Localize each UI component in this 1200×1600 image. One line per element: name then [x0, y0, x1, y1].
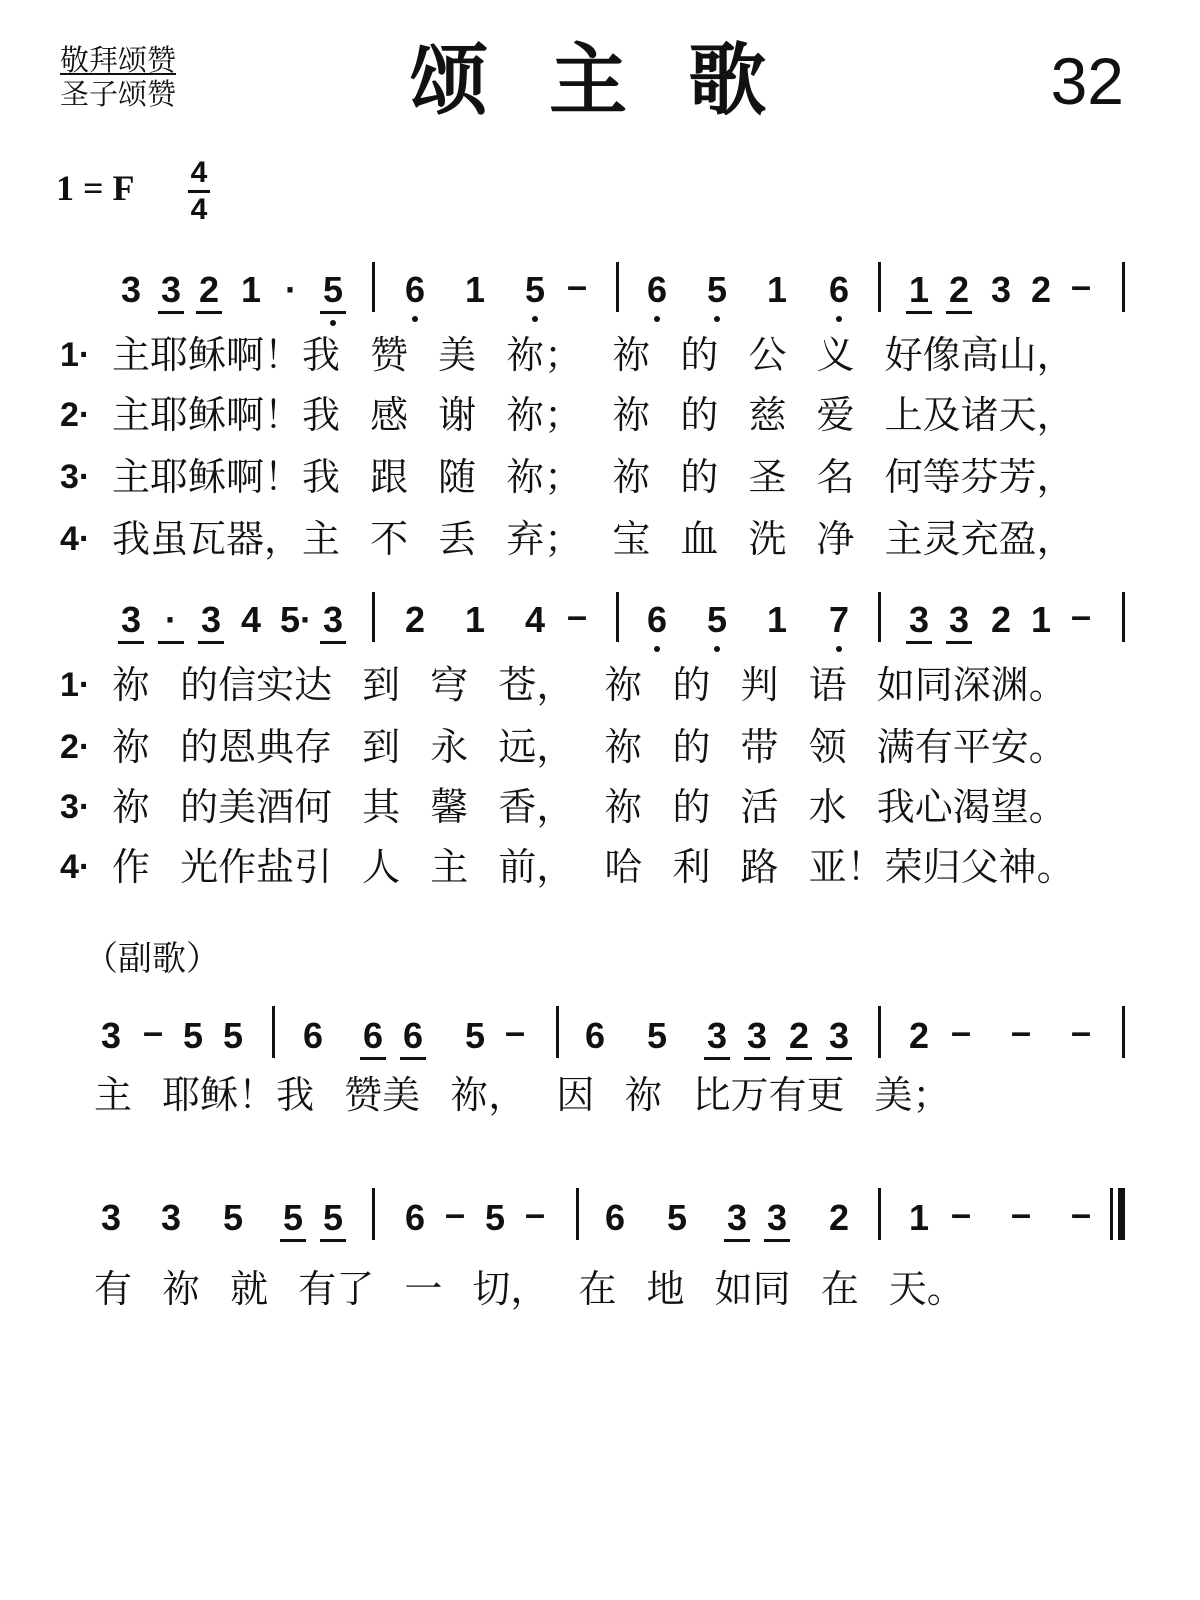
note: 2 — [194, 272, 224, 308]
lyric-line: 主耶稣啊！我 跟 随 祢； 祢 的 圣 名 何等芬芳， — [112, 455, 1075, 499]
note: 5 — [222, 1197, 244, 1238]
note: 1 — [766, 269, 788, 310]
note: 5 — [484, 1197, 506, 1238]
note: 6 — [604, 1197, 626, 1238]
dash: – — [504, 1011, 526, 1052]
barline — [556, 1006, 559, 1058]
note: 3 — [156, 272, 186, 308]
lyric-line: 主耶稣啊！我 赞 美 祢； 祢 的 公 义 好像高山， — [112, 333, 1075, 377]
key-signature: 1 = F — [56, 168, 135, 208]
dash: – — [524, 1193, 546, 1234]
verse-number: 3· — [60, 788, 91, 826]
note: 6 — [404, 1197, 426, 1238]
note: 1 — [240, 269, 262, 310]
dash: – — [444, 1193, 466, 1234]
note: 6 — [584, 1015, 606, 1056]
dash: – — [1010, 1193, 1032, 1234]
note: 4 — [240, 599, 262, 640]
note: 2 — [908, 1015, 930, 1056]
note: 1 — [464, 269, 486, 310]
dash: – — [566, 265, 588, 306]
note: 5 — [222, 1015, 244, 1056]
note: 2 — [944, 272, 974, 308]
note: 3 — [990, 269, 1012, 310]
barline — [1122, 262, 1125, 312]
note: 3 — [762, 1200, 792, 1236]
barline — [576, 1188, 579, 1240]
verse-number: 4· — [60, 520, 91, 558]
note: 6 — [400, 272, 430, 308]
barline — [372, 592, 375, 642]
lyric-line: 主耶稣啊！我 感 谢 祢； 祢 的 慈 爱 上及诸天， — [112, 393, 1075, 437]
note: 3 — [160, 1197, 182, 1238]
lyric-line: 祢 的信实达 到 穹 苍， 祢 的 判 语 如同深渊。 — [112, 663, 1067, 707]
hymn-title: 颂 主 歌 — [410, 35, 769, 126]
category-label-1: 敬拜颂赞 — [60, 43, 177, 77]
time-signature-top: 4 — [190, 156, 208, 189]
note: 5 — [702, 602, 732, 638]
dash: – — [1070, 595, 1092, 636]
barline — [372, 1188, 375, 1240]
note: 5 — [318, 272, 348, 308]
category-label-2: 圣子颂赞 — [60, 77, 177, 111]
note: 6 — [398, 1018, 428, 1054]
note: 3 — [904, 602, 934, 638]
verse-number: 4· — [60, 848, 91, 886]
note: 5 — [666, 1197, 688, 1238]
note: 3 — [722, 1200, 752, 1236]
dash: – — [1070, 265, 1092, 306]
note: 5 — [278, 1200, 308, 1236]
final-barline-thick — [1118, 1188, 1125, 1240]
time-signature — [188, 158, 210, 225]
chorus-lyric-line-1: 主 耶稣！我 赞美 祢， 因 祢 比万有更 美； — [94, 1073, 951, 1117]
dash: – — [566, 595, 588, 636]
note: 1 — [766, 599, 788, 640]
barline — [878, 592, 881, 642]
note: 5 — [182, 1015, 204, 1056]
note: 1 — [908, 1197, 930, 1238]
dash: – — [950, 1193, 972, 1234]
note: 2 — [784, 1018, 814, 1054]
verse-number: 1· — [60, 666, 91, 704]
note: 5 — [464, 1015, 486, 1056]
barline — [616, 262, 619, 312]
note: 3 — [100, 1015, 122, 1056]
barline — [616, 592, 619, 642]
note: 1 — [1030, 599, 1052, 640]
barline — [878, 1188, 881, 1240]
verse-number: 2· — [60, 396, 91, 434]
dot: · — [156, 602, 186, 638]
note: 5 — [520, 272, 550, 308]
note: 1 — [464, 599, 486, 640]
barline — [1122, 592, 1125, 642]
dot: · — [285, 269, 297, 310]
chorus-label: （副歌） — [84, 939, 220, 979]
note: 2 — [990, 599, 1012, 640]
dash: – — [142, 1011, 164, 1052]
barline — [878, 1006, 881, 1058]
note: 2 — [404, 599, 426, 640]
note: 7 — [824, 602, 854, 638]
lyric-line: 我虽瓦器，主 不 丢 弃； 宝 血 洗 净 主灵充盈， — [112, 517, 1075, 561]
note: 6 — [824, 272, 854, 308]
note: 6 — [642, 602, 672, 638]
dash: – — [1070, 1011, 1092, 1052]
note: 5· — [280, 599, 313, 640]
note: 3 — [196, 602, 226, 638]
note: 6 — [302, 1015, 324, 1056]
note: 5 — [318, 1200, 348, 1236]
note: 1 — [904, 272, 934, 308]
final-barline-thin — [1110, 1188, 1113, 1240]
note: 3 — [116, 602, 146, 638]
dash: – — [950, 1011, 972, 1052]
note: 6 — [358, 1018, 388, 1054]
note: 3 — [702, 1018, 732, 1054]
verse-number: 3· — [60, 458, 91, 496]
lyric-line: 作 光作盐引 人 主 前， 哈 利 路 亚！荣归父神。 — [112, 845, 1075, 889]
note: 3 — [100, 1197, 122, 1238]
barline — [272, 1006, 275, 1058]
note: 4 — [524, 599, 546, 640]
note: 2 — [1030, 269, 1052, 310]
note: 5 — [702, 272, 732, 308]
note: 3 — [120, 269, 142, 310]
lyric-line: 祢 的美酒何 其 馨 香， 祢 的 活 水 我心渴望。 — [112, 785, 1067, 829]
note: 6 — [642, 272, 672, 308]
note: 3 — [824, 1018, 854, 1054]
note: 3 — [318, 602, 348, 638]
hymn-number: 32 — [1050, 44, 1124, 118]
barline — [878, 262, 881, 312]
time-signature-bottom: 4 — [190, 193, 208, 226]
dash: – — [1010, 1011, 1032, 1052]
note: 2 — [828, 1197, 850, 1238]
verse-number: 1· — [60, 336, 91, 374]
barline — [1122, 1006, 1125, 1058]
chorus-lyric-line-2: 有 祢 就 有了 一 切， 在 地 如同 在 天。 — [94, 1267, 965, 1311]
note: 3 — [944, 602, 974, 638]
dash: – — [1070, 1193, 1092, 1234]
lyric-line: 祢 的恩典存 到 永 远， 祢 的 带 领 满有平安。 — [112, 725, 1067, 769]
note: 5 — [646, 1015, 668, 1056]
note: 3 — [742, 1018, 772, 1054]
verse-number: 2· — [60, 728, 91, 766]
barline — [372, 262, 375, 312]
